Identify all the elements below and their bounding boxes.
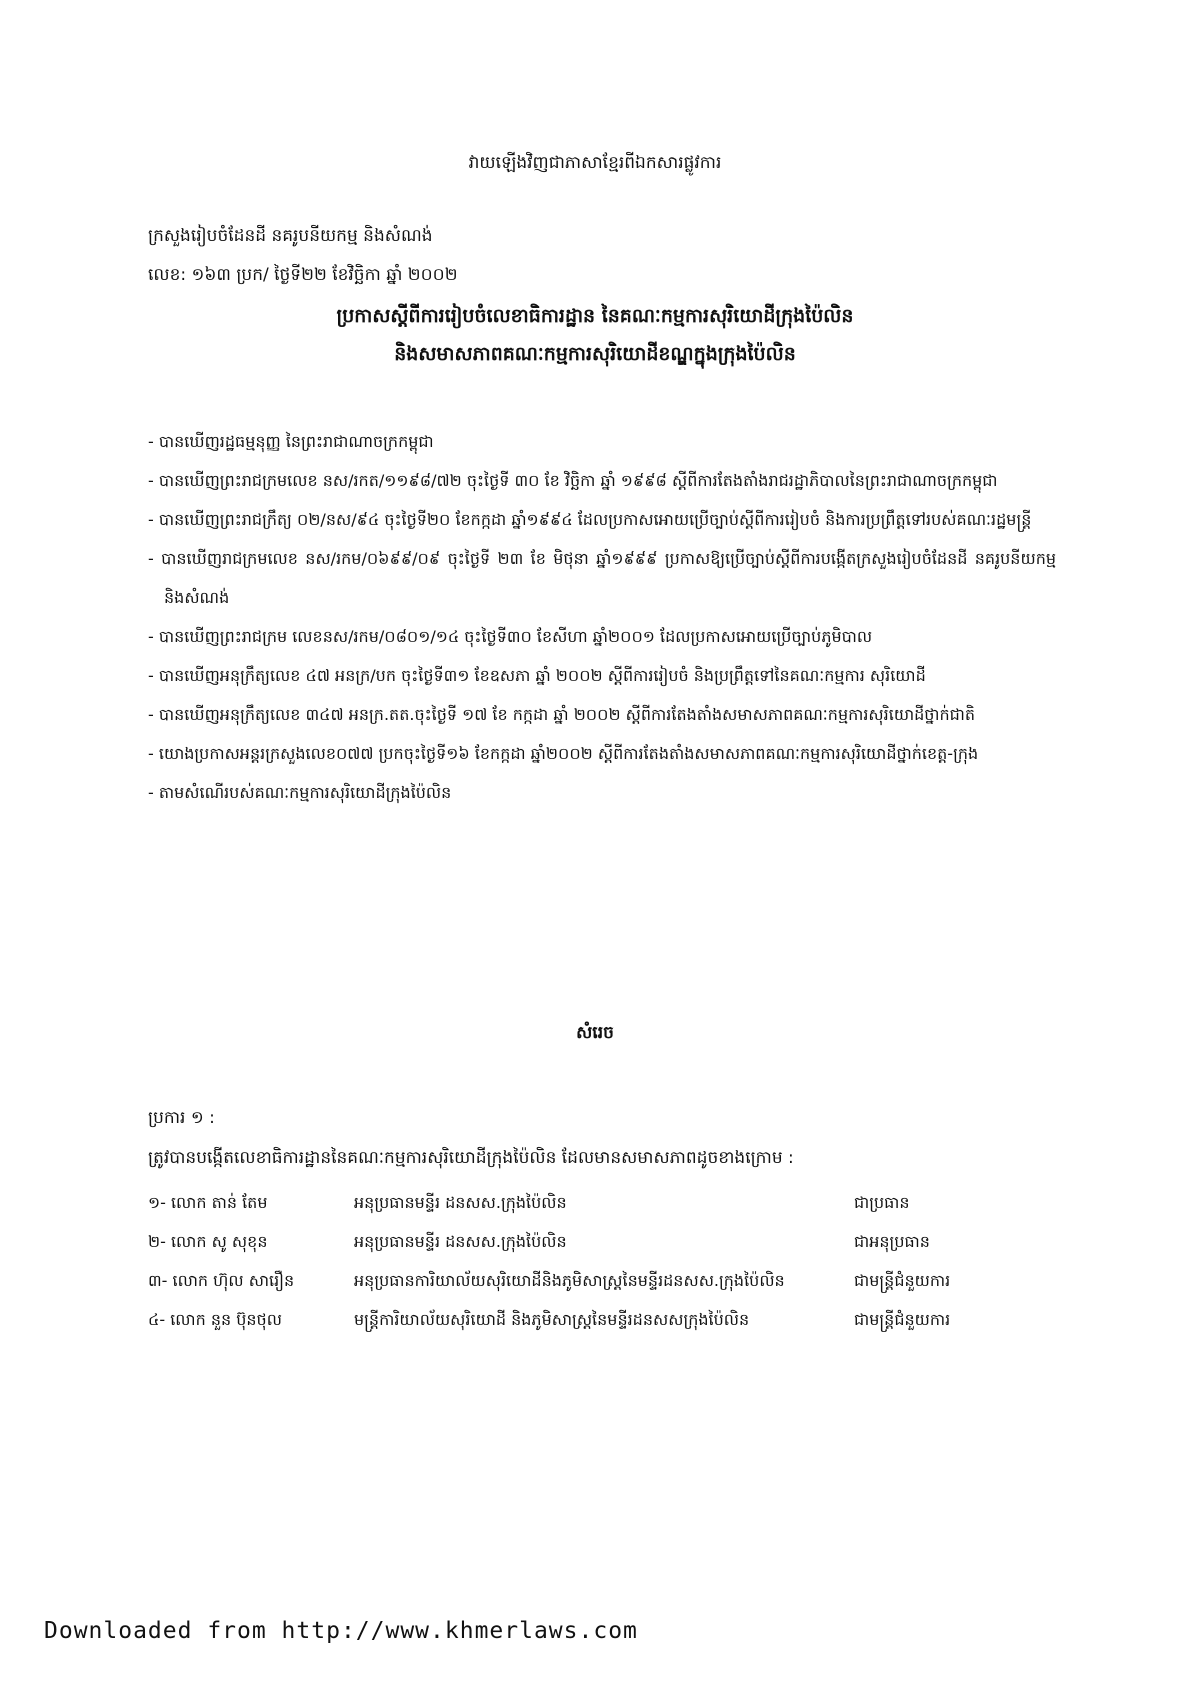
preamble-item: - បានឃើញអនុក្រឹត្យលេខ ៤៧ អនក្រ/បក ចុះថ្ងៃទី៣១ ខែឧសភា ឆ្នាំ ២០០២ ស្តីពីការរៀបចំ និងប្រព្រឹត្តទៅនៃគណៈកម្មការ សុរិយោដី [148, 656, 1056, 695]
decision-heading: សំរេច [576, 1023, 614, 1043]
preamble-item: - បានឃើញព្រះរាជក្រឹត្យ ០២/នស/៩៤ ចុះថ្ងៃទី២០ ខែកក្កដា ឆ្នាំ១៩៩៤ ដែលប្រកាសអោយប្រើច្បាប់ស្តីពីការរៀបចំ និងការប្រព្រឹត្តទៅរបស់គណៈរដ្ឋមន្ត្រី [148, 500, 1056, 539]
preamble-item: - បានឃើញរដ្ឋធម្មនុញ្ញ នៃព្រះរាជាណាចក្រកម្ពុជា [148, 422, 1056, 461]
member-role: ជាអនុប្រធាន [854, 1231, 930, 1251]
member-position: អនុប្រធានការិយាល័យសុរិយោដីនិងភូមិសាស្ត្រនៃមន្ទីរដនសស.ក្រុងប៉ៃលិន [354, 1270, 785, 1290]
members-table [148, 1184, 1068, 1340]
member-row [148, 1301, 1068, 1340]
preamble-item: - បានឃើញអនុក្រឹត្យលេខ ៣៤៧ អនក្រ.តត.ចុះថ្ងៃទី ១៧ ខែ កក្កដា ឆ្នាំ ២០០២ ស្តីពីការតែងតាំងសមាសភាពគណៈកម្មការសុរិយោដីថ្នាក់ជាតិ [148, 695, 1056, 734]
preamble-item: - តាមសំណើរបស់គណៈកម្មការសុរិយោដីក្រុងប៉ៃលិន [148, 773, 1056, 812]
preamble-list [148, 422, 1056, 812]
preamble-item: - បានឃើញព្រះរាជក្រម លេខនស/រកម/០៨០១/១៤ ចុះថ្ងៃទី៣០ ខែសីហា ឆ្នាំ២០០១ ដែលប្រកាសអោយប្រើច្បាប់ភូមិបាល [148, 617, 1056, 656]
member-name: ៤- លោក នួន ប៊ុនថុល [148, 1309, 282, 1329]
member-position: អនុប្រធានមន្ទីរ ដនសស.ក្រុងប៉ៃលិន [354, 1231, 567, 1251]
document-title-line-1: ប្រកាសស្តីពីការរៀបចំលេខាធិការដ្ឋាន នៃគណៈកម្មការសុរិយោដីក្រុងប៉ៃលិន [336, 305, 854, 327]
member-position: អនុប្រធានមន្ទីរ ដនសស.ក្រុងប៉ៃលិន [354, 1192, 567, 1212]
member-row [148, 1262, 1068, 1301]
retyped-note: វាយឡើងវិញជាភាសាខ្មែរពីឯកសារផ្លូវការ [468, 153, 722, 173]
document-title-line-2: និងសមាសភាពគណៈកម្មការសុរិយោដីខណ្ឌក្នុងក្រុងប៉ៃលិន [394, 343, 796, 365]
preamble-item: - យោងប្រកាសអន្តរក្រសួងលេខ០៧៧ ប្រកចុះថ្ងៃទី១៦ ខែកក្កដា ឆ្នាំ២០០២ ស្តីពីការតែងតាំងសមាសភាពគណៈកម្មការសុរិយោដីថ្នាក់ខេត្ត-ក្រុង [148, 734, 1056, 773]
member-position: មន្ត្រីការិយាល័យសុរិយោដី និងភូមិសាស្ត្រនៃមន្ទីរដនសសក្រុងប៉ៃលិន [354, 1309, 750, 1329]
member-row [148, 1223, 1068, 1262]
member-name: ២- លោក សូ សុខុន [148, 1231, 268, 1251]
member-role: ជាមន្ត្រីជំនួយការ [854, 1309, 951, 1329]
article-text: ត្រូវបានបង្កើតលេខាធិការដ្ឋាននៃគណៈកម្មការសុរិយោដីក្រុងប៉ៃលិន ដែលមានសមាសភាពដូចខាងក្រោម : [148, 1148, 794, 1168]
reference-number: លេខ: ១៦៣ ប្រក/ ថ្ងៃទី២២ ខែវិច្ឆិកា ឆ្នាំ ២០០២ [148, 265, 458, 285]
download-source-footer: Downloaded from http://www.khmerlaws.com [44, 1618, 638, 1644]
article-label: ប្រការ ១ : [148, 1108, 215, 1128]
member-role: ជាប្រធាន [854, 1192, 910, 1212]
member-role: ជាមន្ត្រីជំនួយការ [854, 1270, 951, 1290]
preamble-item: - បានឃើញព្រះរាជក្រមលេខ នស/រកត/១១៩៨/៧២ ចុះថ្ងៃទី ៣០ ខែ វិច្ឆិកា ឆ្នាំ ១៩៩៨ ស្តីពីការតែងតាំងរាជរដ្ឋាភិបាលនៃព្រះរាជាណាចក្រកម្ពុជា [148, 461, 1056, 500]
member-row [148, 1184, 1068, 1223]
preamble-item: - បានឃើញរាជក្រមលេខ នស/រកម/០៦៩៩/០៩ ចុះថ្ងៃទី ២៣ ខែ មិថុនា ឆ្នាំ១៩៩៩ ប្រកាសឱ្យប្រើច្បាប់ស្តីពីការបង្កើតក្រសួងរៀបចំដែនដី នគរូបនីយកម្ម និងសំណង់ [148, 539, 1056, 617]
member-name: ៣- លោក ហ៊ុល សារឿន [148, 1270, 295, 1290]
member-name: ១- លោក តាន់ តែម [148, 1192, 268, 1212]
ministry-name: ក្រសួងរៀបចំដែនដី នគរូបនីយកម្ម និងសំណង់ [148, 226, 433, 246]
